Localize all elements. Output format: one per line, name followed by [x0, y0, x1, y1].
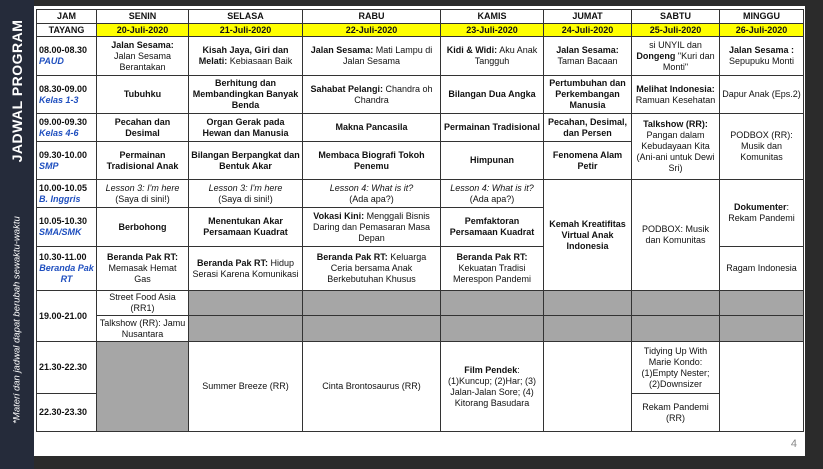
program-cell: PODBOX (RR): Musik dan Komunitas — [720, 114, 804, 180]
level-label: Kelas 1-3 — [39, 94, 79, 105]
date-cell: 25-Juli-2020 — [632, 24, 720, 37]
empty-cell — [720, 316, 804, 342]
sidebar-title: JADWAL PROGRAM — [9, 19, 25, 163]
table-row — [37, 342, 804, 394]
empty-cell — [544, 316, 632, 342]
empty-cell — [441, 316, 544, 342]
program-cell: Jalan Sesama: Taman Bacaan — [544, 37, 632, 76]
program-cell: Dokumenter: Rekam Pandemi — [720, 180, 804, 247]
level-label: SMA/SMK — [39, 227, 82, 237]
program-cell: Himpunan — [441, 142, 544, 180]
empty-cell — [720, 291, 804, 316]
time-cell: 08.00-08.30 PAUD — [37, 37, 97, 76]
time-cell: 10.30-11.00 Beranda Pak RT — [37, 247, 97, 291]
program-cell: Permainan Tradisional — [441, 114, 544, 142]
time-cell: 08.30-09.00 Kelas 1-3 — [37, 76, 97, 114]
level-label: PAUD — [39, 56, 64, 66]
program-cell: Makna Pancasila — [303, 114, 441, 142]
program-cell: Film Pendek: (1)Kuncup; (2)Har; (3) Jalan-Jalan Sore; (4) Kitorang Basudara — [441, 342, 544, 432]
program-cell: Beranda Pak RT: Memasak Hemat Gas — [97, 247, 189, 291]
table-row — [37, 291, 804, 316]
header-day: JUMAT — [544, 10, 632, 24]
program-cell: Lesson 3: I'm here (Saya di sini!) — [189, 180, 303, 208]
empty-cell — [441, 291, 544, 316]
program-cell: Organ Gerak pada Hewan dan Manusia — [189, 114, 303, 142]
empty-cell — [720, 342, 804, 432]
header-tayang: TAYANG — [37, 24, 97, 37]
time-cell: 21.30-22.30 — [37, 342, 97, 394]
program-cell: Rekam Pandemi (RR) — [632, 394, 720, 432]
program-cell: Lesson 4: What is it? (Ada apa?) — [441, 180, 544, 208]
header-row — [37, 10, 804, 24]
program-cell: Fenomena Alam Petir — [544, 142, 632, 180]
header-day: MINGGU — [720, 10, 804, 24]
header-day: RABU — [303, 10, 441, 24]
header-day: SABTU — [632, 10, 720, 24]
time-cell: 19.00-21.00 — [37, 291, 97, 342]
program-cell: Permainan Tradisional Anak — [97, 142, 189, 180]
empty-cell — [303, 291, 441, 316]
program-cell: Beranda Pak RT: Kekuatan Tradisi Merespon Pandemi — [441, 247, 544, 291]
program-cell: Lesson 4: What is it? (Ada apa?) — [303, 180, 441, 208]
program-cell: Tubuhku — [97, 76, 189, 114]
program-cell: Lesson 3: I'm here (Saya di sini!) — [97, 180, 189, 208]
program-cell: Membaca Biografi Tokoh Penemu — [303, 142, 441, 180]
program-cell: Jalan Sesama: Jalan Sesama Berantakan — [97, 37, 189, 76]
program-cell: Pecahan dan Desimal — [97, 114, 189, 142]
date-cell: 23-Juli-2020 — [441, 24, 544, 37]
time-cell: 22.30-23.30 — [37, 394, 97, 432]
program-cell: Menentukan Akar Persamaan Kuadrat — [189, 208, 303, 247]
program-cell: Kidi & Widi: Aku Anak Tangguh — [441, 37, 544, 76]
header-day: KAMIS — [441, 10, 544, 24]
program-cell: Pemfaktoran Persamaan Kuadrat — [441, 208, 544, 247]
sidebar-note: *Materi dan jadwal dapat berubah sewaktu-waktu — [11, 216, 23, 424]
empty-cell — [189, 291, 303, 316]
program-cell: Summer Breeze (RR) — [189, 342, 303, 432]
level-label: Kelas 4-6 — [39, 127, 79, 138]
program-cell: Talkshow (RR): Pangan dalam Kebudayaan Kita (Ani-ani untuk Dewi Sri) — [632, 114, 720, 180]
program-cell: Pecahan, Desimal, dan Persen — [544, 114, 632, 142]
level-label: Beranda Pak RT — [39, 263, 94, 284]
time-cell: 09.30-10.00 SMP — [37, 142, 97, 180]
date-cell: 21-Juli-2020 — [189, 24, 303, 37]
program-cell: Kemah Kreatifitas Virtual Anak Indonesia — [544, 180, 632, 291]
empty-cell — [632, 291, 720, 316]
time-cell: 10.00-10.05 B. Inggris — [37, 180, 97, 208]
time-cell: 09.00-09.30 Kelas 4-6 — [37, 114, 97, 142]
program-cell: Beranda Pak RT: Keluarga Ceria bersama Anak Berkebutuhan Khusus — [303, 247, 441, 291]
program-cell: si UNYIL dan Dongeng "Kuri dan Monti" — [632, 37, 720, 76]
program-cell: Street Food Asia (RR1) — [97, 291, 189, 316]
schedule-table — [36, 9, 804, 432]
program-cell: Melihat Indonesia: Ramuan Kesehatan — [632, 76, 720, 114]
date-cell: 24-Juli-2020 — [544, 24, 632, 37]
program-cell: Berhitung dan Membandingkan Banyak Benda — [189, 76, 303, 114]
program-cell: Kisah Jaya, Giri dan Melati: Kebiasaan Baik — [189, 37, 303, 76]
date-row — [37, 24, 804, 37]
table-row — [37, 316, 804, 342]
date-cell: 20-Juli-2020 — [97, 24, 189, 37]
level-label: SMP — [39, 160, 59, 171]
program-cell: Bilangan Dua Angka — [441, 76, 544, 114]
table-row — [37, 76, 804, 114]
table-row — [37, 180, 804, 208]
empty-cell — [544, 291, 632, 316]
header-day: SELASA — [189, 10, 303, 24]
table-row — [37, 114, 804, 142]
page-number: 4 — [790, 438, 797, 450]
program-cell: Sahabat Pelangi: Chandra oh Chandra — [303, 76, 441, 114]
schedule-panel — [34, 6, 805, 456]
level-label: B. Inggris — [39, 193, 81, 204]
program-cell: Vokasi Kini: Menggali Bisnis Daring dan Pemasaran Masa Depan — [303, 208, 441, 247]
program-cell: Berbohong — [97, 208, 189, 247]
program-cell: PODBOX: Musik dan Komunitas — [632, 180, 720, 291]
empty-cell — [189, 316, 303, 342]
program-cell: Ragam Indonesia — [720, 247, 804, 291]
program-cell: Tidying Up With Marie Kondo: (1)Empty Nester; (2)Downsizer — [632, 342, 720, 394]
program-cell: Cinta Brontosaurus (RR) — [303, 342, 441, 432]
program-cell: Dapur Anak (Eps.2) — [720, 76, 804, 114]
header-jam: JAM — [37, 10, 97, 24]
program-cell: Jalan Sesama : Sepupuku Monti — [720, 37, 804, 76]
program-cell: Bilangan Berpangkat dan Bentuk Akar — [189, 142, 303, 180]
time-cell: 10.05-10.30 SMA/SMK — [37, 208, 97, 247]
empty-cell — [303, 316, 441, 342]
empty-cell — [544, 342, 632, 432]
program-cell: Talkshow (RR): Jamu Nusantara — [97, 316, 189, 342]
sidebar — [0, 0, 34, 469]
program-cell: Jalan Sesama: Mati Lampu di Jalan Sesama — [303, 37, 441, 76]
empty-cell — [632, 316, 720, 342]
program-cell: Beranda Pak RT: Hidup Serasi Karena Komunikasi — [189, 247, 303, 291]
date-cell: 22-Juli-2020 — [303, 24, 441, 37]
program-cell: Pertumbuhan dan Perkembangan Manusia — [544, 76, 632, 114]
table-row — [37, 37, 804, 76]
date-cell: 26-Juli-2020 — [720, 24, 804, 37]
header-day: SENIN — [97, 10, 189, 24]
empty-cell — [97, 342, 189, 432]
